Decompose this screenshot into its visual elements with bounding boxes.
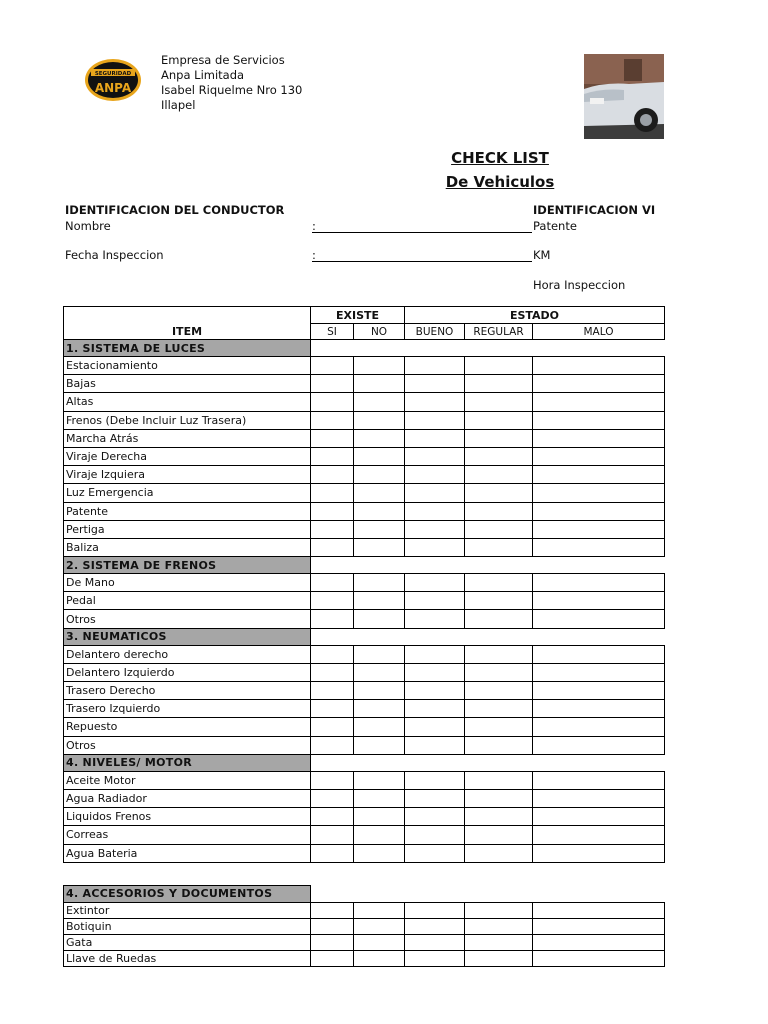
item-label: Botiquin [64,918,311,934]
item-label: Delantero Izquierdo [64,663,311,681]
bad-cell[interactable] [533,826,665,844]
item-label: Agua Bateria [64,844,311,862]
checklist-row [64,484,665,502]
no-cell[interactable] [354,789,405,807]
item-label: Estacionamiento [64,357,311,375]
bad-cell[interactable] [533,357,665,375]
yes-cell[interactable] [311,574,354,592]
good-cell[interactable] [405,789,465,807]
checklist-row [64,682,665,700]
checklist-row [64,502,665,520]
checklist-row [64,447,665,465]
date-input-line[interactable] [312,261,532,262]
title-line-2: De Vehiculos [445,173,555,191]
good-cell[interactable] [405,484,465,502]
bad-cell[interactable] [533,700,665,718]
good-cell[interactable] [405,682,465,700]
bad-cell[interactable] [533,918,665,934]
checklist-row [64,429,665,447]
regular-cell[interactable] [465,682,533,700]
no-cell[interactable] [354,918,405,934]
checklist-row [64,736,665,754]
checklist-row [64,844,665,862]
checklist-row [64,574,665,592]
yes-cell[interactable] [311,789,354,807]
good-cell[interactable] [405,918,465,934]
bad-cell[interactable] [533,429,665,447]
yes-cell[interactable] [311,610,354,628]
regular-cell[interactable] [465,447,533,465]
good-cell[interactable] [405,466,465,484]
bad-cell[interactable] [533,592,665,610]
no-cell[interactable] [354,429,405,447]
item-label: Bajas [64,375,311,393]
good-header: BUENO [405,324,465,340]
company-line: Illapel [161,98,196,112]
checklist-row [64,411,665,429]
item-label: Correas [64,826,311,844]
good-cell[interactable] [405,700,465,718]
item-label: Llave de Ruedas [64,950,311,966]
good-cell[interactable] [405,520,465,538]
no-cell[interactable] [354,357,405,375]
no-cell[interactable] [354,808,405,826]
bad-cell[interactable] [533,484,665,502]
name-colon: : [312,219,316,233]
item-label: Trasero Izquierdo [64,700,311,718]
no-cell[interactable] [354,484,405,502]
bad-cell[interactable] [533,610,665,628]
bad-cell[interactable] [533,411,665,429]
checklist-row [64,610,665,628]
yes-cell[interactable] [311,447,354,465]
bad-cell[interactable] [533,682,665,700]
regular-cell[interactable] [465,789,533,807]
yes-cell[interactable] [311,826,354,844]
good-cell[interactable] [405,826,465,844]
yes-cell[interactable] [311,950,354,966]
good-cell[interactable] [405,538,465,556]
checklist-row [64,771,665,789]
bad-cell[interactable] [533,466,665,484]
checklist-row [64,950,665,966]
name-label: Nombre [65,219,111,233]
regular-cell[interactable] [465,393,533,411]
regular-cell[interactable] [465,663,533,681]
bad-cell[interactable] [533,718,665,736]
sections-body [64,340,665,863]
regular-cell[interactable] [465,950,533,966]
item-label: Extintor [64,902,311,918]
date-colon: : [312,248,316,262]
yes-cell[interactable] [311,429,354,447]
yes-cell[interactable] [311,375,354,393]
driver-id-heading: IDENTIFICACION DEL CONDUCTOR [65,203,285,217]
no-cell[interactable] [354,520,405,538]
yes-cell[interactable] [311,682,354,700]
date-label: Fecha Inspeccion [65,248,164,262]
no-cell[interactable] [354,700,405,718]
no-cell[interactable] [354,393,405,411]
section-title: 2. SISTEMA DE FRENOS [64,557,311,574]
bad-cell[interactable] [533,520,665,538]
no-cell[interactable] [354,502,405,520]
no-cell[interactable] [354,574,405,592]
item-label: Aceite Motor [64,771,311,789]
regular-cell[interactable] [465,645,533,663]
yes-cell[interactable] [311,934,354,950]
bad-cell[interactable] [533,574,665,592]
item-label: Repuesto [64,718,311,736]
company-info [161,53,302,113]
yes-cell[interactable] [311,484,354,502]
checklist-row [64,902,665,918]
good-cell[interactable] [405,771,465,789]
yes-cell[interactable] [311,718,354,736]
yes-cell[interactable] [311,502,354,520]
item-label: Delantero derecho [64,645,311,663]
logo-top-text: SEGURIDAD [94,71,132,77]
no-cell[interactable] [354,592,405,610]
no-cell[interactable] [354,538,405,556]
item-label: Baliza [64,538,311,556]
item-label: De Mano [64,574,311,592]
checklist-row [64,789,665,807]
checklist-row [64,826,665,844]
good-cell[interactable] [405,502,465,520]
logo-main-text: ANPA [94,81,132,95]
item-label: Viraje Izquiera [64,466,311,484]
regular-cell[interactable] [465,718,533,736]
regular-cell[interactable] [465,411,533,429]
checklist-row [64,592,665,610]
item-label: Agua Radiador [64,789,311,807]
bad-cell[interactable] [533,789,665,807]
no-cell[interactable] [354,645,405,663]
time-label: Hora Inspeccion [533,278,626,292]
regular-cell[interactable] [465,574,533,592]
regular-cell[interactable] [465,357,533,375]
yes-cell[interactable] [311,411,354,429]
yes-cell[interactable] [311,663,354,681]
bad-cell[interactable] [533,902,665,918]
no-cell[interactable] [354,902,405,918]
good-cell[interactable] [405,934,465,950]
bad-header: MALO [533,324,665,340]
yes-cell[interactable] [311,357,354,375]
checklist-row [64,520,665,538]
section-header [64,754,665,771]
regular-cell[interactable] [465,484,533,502]
yes-cell[interactable] [311,592,354,610]
yes-cell[interactable] [311,700,354,718]
section-title: 1. SISTEMA DE LUCES [64,340,311,357]
company-logo [84,58,142,102]
no-cell[interactable] [354,950,405,966]
vehicle-photo [584,54,664,139]
checklist-row [64,538,665,556]
regular-cell[interactable] [465,934,533,950]
exists-header: EXISTE [311,307,405,324]
regular-header: REGULAR [465,324,533,340]
vehicle-id-heading: IDENTIFICACION VI [533,203,656,217]
no-cell[interactable] [354,682,405,700]
regular-cell[interactable] [465,700,533,718]
good-cell[interactable] [405,411,465,429]
checklist-row [64,934,665,950]
item-label: Luz Emergencia [64,484,311,502]
accessories-body [64,885,665,966]
good-cell[interactable] [405,950,465,966]
yes-cell[interactable] [311,902,354,918]
yes-header: SI [311,324,354,340]
no-cell[interactable] [354,934,405,950]
regular-cell[interactable] [465,466,533,484]
no-cell[interactable] [354,771,405,789]
regular-cell[interactable] [465,918,533,934]
no-cell[interactable] [354,718,405,736]
checklist-row [64,808,665,826]
no-cell[interactable] [354,663,405,681]
name-input-line[interactable] [312,232,532,233]
good-cell[interactable] [405,736,465,754]
good-cell[interactable] [405,357,465,375]
good-cell[interactable] [405,610,465,628]
yes-cell[interactable] [311,645,354,663]
plate-label: Patente [533,219,577,233]
regular-cell[interactable] [465,520,533,538]
item-label: Trasero Derecho [64,682,311,700]
bad-cell[interactable] [533,645,665,663]
bad-cell[interactable] [533,447,665,465]
bad-cell[interactable] [533,808,665,826]
good-cell[interactable] [405,447,465,465]
item-label: Gata [64,934,311,950]
item-label: Liquidos Frenos [64,808,311,826]
checklist-row [64,718,665,736]
regular-cell[interactable] [465,502,533,520]
item-label: Otros [64,736,311,754]
bad-cell[interactable] [533,663,665,681]
no-cell[interactable] [354,411,405,429]
good-cell[interactable] [405,429,465,447]
regular-cell[interactable] [465,808,533,826]
title-line-1: CHECK LIST [451,149,549,167]
km-label: KM [533,248,551,262]
no-cell[interactable] [354,610,405,628]
item-label: Marcha Atrás [64,429,311,447]
bad-cell[interactable] [533,934,665,950]
yes-cell[interactable] [311,538,354,556]
section-header [64,628,665,645]
regular-cell[interactable] [465,844,533,862]
company-line: Isabel Riquelme Nro 130 [161,83,303,97]
state-header: ESTADO [405,307,665,324]
bad-cell[interactable] [533,950,665,966]
good-cell[interactable] [405,645,465,663]
yes-cell[interactable] [311,466,354,484]
no-header: NO [354,324,405,340]
section-header [64,557,665,574]
bad-cell[interactable] [533,736,665,754]
checklist-row [64,357,665,375]
regular-cell[interactable] [465,538,533,556]
bad-cell[interactable] [533,771,665,789]
good-cell[interactable] [405,574,465,592]
regular-cell[interactable] [465,902,533,918]
yes-cell[interactable] [311,918,354,934]
item-label: Viraje Derecha [64,447,311,465]
item-header: ITEM [64,324,311,340]
no-cell[interactable] [354,736,405,754]
checklist-row [64,700,665,718]
item-label: Pertiga [64,520,311,538]
checklist-table [63,306,665,967]
yes-cell[interactable] [311,736,354,754]
section-title: 4. NIVELES/ MOTOR [64,754,311,771]
yes-cell[interactable] [311,844,354,862]
no-cell[interactable] [354,447,405,465]
yes-cell[interactable] [311,393,354,411]
bad-cell[interactable] [533,375,665,393]
good-cell[interactable] [405,902,465,918]
section-title: 4. ACCESORIOS Y DOCUMENTOS [64,885,311,902]
no-cell[interactable] [354,826,405,844]
bad-cell[interactable] [533,502,665,520]
bad-cell[interactable] [533,844,665,862]
regular-cell[interactable] [465,375,533,393]
company-line: Empresa de Servicios [161,53,285,67]
regular-cell[interactable] [465,736,533,754]
yes-cell[interactable] [311,808,354,826]
good-cell[interactable] [405,808,465,826]
regular-cell[interactable] [465,771,533,789]
checklist-row [64,645,665,663]
document-title [0,146,768,194]
item-label: Altas [64,393,311,411]
item-label: Pedal [64,592,311,610]
checklist-row [64,375,665,393]
item-label: Otros [64,610,311,628]
good-cell[interactable] [405,592,465,610]
checklist-row [64,466,665,484]
section-header [64,340,665,357]
no-cell[interactable] [354,466,405,484]
regular-cell[interactable] [465,826,533,844]
bad-cell[interactable] [533,393,665,411]
good-cell[interactable] [405,663,465,681]
yes-cell[interactable] [311,520,354,538]
good-cell[interactable] [405,393,465,411]
no-cell[interactable] [354,375,405,393]
item-label: Patente [64,502,311,520]
checklist-row [64,918,665,934]
good-cell[interactable] [405,375,465,393]
yes-cell[interactable] [311,771,354,789]
regular-cell[interactable] [465,592,533,610]
good-cell[interactable] [405,844,465,862]
checklist-row [64,393,665,411]
good-cell[interactable] [405,718,465,736]
no-cell[interactable] [354,844,405,862]
regular-cell[interactable] [465,429,533,447]
regular-cell[interactable] [465,610,533,628]
section-title: 3. NEUMATICOS [64,628,311,645]
bad-cell[interactable] [533,538,665,556]
company-line: Anpa Limitada [161,68,245,82]
checklist-row [64,663,665,681]
section-header [64,885,665,902]
item-label: Frenos (Debe Incluir Luz Trasera) [64,411,311,429]
